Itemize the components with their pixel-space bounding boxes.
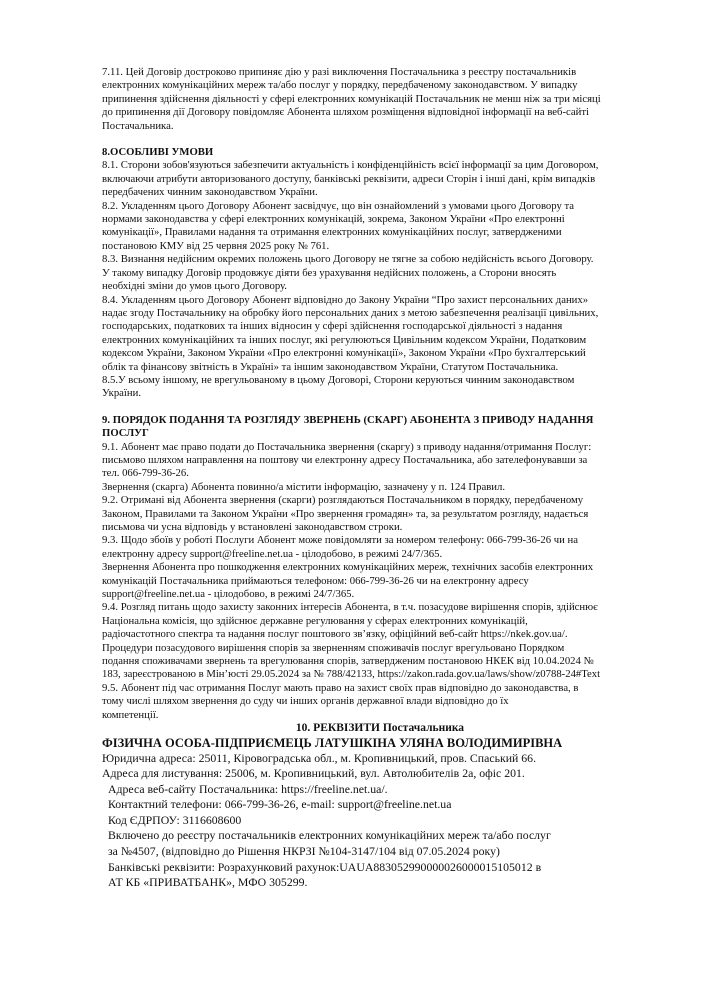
edrpou-code: Код ЄДРПОУ: 3116608600 — [108, 812, 242, 827]
clause-8-2: 8.2. Укладенням цього Договору Абонент засвідчує, що він ознайомлений з умовами цього Договору та нормами законодавства у сфері електронних комунікацій, зокрема, Законом України «Про електронні комунікації», Правилами надання та отримання електронних комунікаційних послуг, затвердженими постановою КМУ від 25 червня 2025 року № 761. — [102, 199, 575, 252]
clause-8-1: 8.1. Сторони зобов'язуються забезпечити актуальність і конфіденційність всієї інформації за цим Договором, включаючи атрибути авторизованого доступу, банківські реквізити, адреси Сторін і інші дані, крім випадків передбачених чинним законодавством України. — [102, 159, 599, 199]
clause-9-5: 9.5. Абонент під час отримання Послуг мають право на захист своїх прав відповідно до законодавства, в тому числі шляхом звернення до суду чи інших органів державної влади відповідно до їх компетенції. — [102, 681, 579, 721]
clause-9-1-note: Звернення (скарга) Абонента повинно/а містити інформацію, зазначену у п. 124 Правил. — [102, 480, 505, 493]
mail-address: Адреса для листування: 25006, м. Кропивницький, вул. Автолюбителів 2а, офіс 201. — [102, 766, 525, 781]
clause-9-4-note: Процедури позасудового вирішення спорів за зверненням споживачів послуг врегульовано Порядком подання споживачами звернень та врегулювання спорів, затвердженим постановою НКЕК від 10.04.2024 № 183, зареєстрованою в Мін’юсті 29.05.2024 за № 788/42133, https://zakon.rada.gov.ua/laws/show/z0788-24#Text — [102, 641, 601, 681]
company-name: ФІЗИЧНА ОСОБА-ПІДПРИЄМЕЦЬ ЛАТУШКІНА УЛЯНА ВОЛОДИМИРІВНА — [102, 735, 563, 750]
registry-info: Включено до реєстру постачальників електронних комунікаційних мереж та/або послуг за №4507, (відповідно до Рішення НКРЗІ №104-3147/104 від 07.05.2024 року) — [108, 828, 551, 859]
clause-9-1: 9.1. Абонент має право подати до Постачальника звернення (скаргу) з приводу надання/отримання Послуг: письмово шляхом направлення на поштову чи електронну адресу Постачальника, або зателефонувавши за тел. 066-799-36-26. — [102, 440, 592, 480]
section-8-title: 8.ОСОБЛИВІ УМОВИ — [102, 146, 214, 159]
section-9-title: 9. ПОРЯДОК ПОДАННЯ ТА РОЗГЛЯДУ ЗВЕРНЕНЬ (СКАРГ) АБОНЕНТА З ПРИВОДУ НАДАННЯ ПОСЛУГ — [102, 413, 594, 440]
clause-7-11: 7.11. Цей Договір достроково припиняє дію у разі виключення Постачальника з реєстру постачальників електронних комунікаційних мереж та/або послуг у порядку, передбаченому законодавством. У випадку припинення здійснення діяльності у сфері електронних комунікацій Постачальник не менш ніж за три місяці до припинення дії Договору повідомляє Абонента шляхом розміщення відповідної інформації на веб-сайті Постачальника. — [102, 66, 601, 132]
clause-9-2: 9.2. Отримані від Абонента звернення (скарги) розглядаються Постачальником в порядку, передбаченому Законом, Правилами та Законом України «Про звернення громадян» та, за результатом розгляду, надається письмова чи усна відповідь у встановлені законодавством строки. — [102, 494, 589, 533]
clause-9-4: 9.4. Розгляд питань щодо захисту законних інтересів Абонента, в т.ч. позасудове вирішення спорів, здійснює Національна комісія, що здійснює державне регулювання у сферах електронних комунікацій, радіочастотного спектра та надання послуг поштового зв’язку, офіційний веб-сайт https://nkek.gov.ua/. — [102, 601, 598, 641]
legal-address: Юридична адреса: 25011, Кіровоградська обл., м. Кропивницький, пров. Спаський 66. — [102, 750, 537, 765]
bank-details: Банківські реквізити: Розрахунковий рахунок:UAUA883052990000026000015105012 в АТ КБ «ПРИВАТБАНК», МФО 305299. — [108, 859, 542, 890]
document-page — [102, 66, 658, 891]
clause-8-5: 8.5.У всьому іншому, не врегульованому в цьому Договорі, Сторони керуються чинним законодавством України. — [102, 373, 575, 400]
clause-8-4: 8.4. Укладенням цього Договору Абонент відповідно до Закону України “Про захист персональних даних» надає згоду Постачальнику на обробку його персональних даних з метою забезпечення реалізації цивільних, господарських, податкових та інших відносин у сфері здійснення господарської діяльності з надання електронних комунікаційних та інших послуг, які регулюються Цивільним кодексом України, Податковим кодексом України, Законом України «Про електронні комунікації», Законом України «Про бухгалтерський облік та фінансову звітність в Україні» та іншим законодавством України, Статутом Постачальника. — [102, 293, 599, 373]
clause-8-3: 8.3. Визнання недійсним окремих положень цього Договору не тягне за собою недійсність всього Договору. У такому випадку Договір продовжує діяти без урахування недійсних положень, а Сторони вносять необхідні зміни до умов цього Договору. — [102, 253, 594, 293]
clause-9-3-note: Звернення Абонента про пошкодження електронних комунікаційних мереж, технічних засобів електронних комунікацій Постачальника приймаються телефоном: 066-799-36-26 чи на електронну адресу support@freeline.net.ua - цілодобово, в режимі 24/7/365. — [102, 561, 594, 601]
clause-9-3: 9.3. Щодо збоїв у роботі Послуги Абонент може повідомляти за номером телефону: 066-799-36-26 чи на електронну адресу support@freeline.net.ua - цілодобово, в режимі 24/7/365. — [102, 534, 578, 560]
website: Адреса веб-сайту Постачальника: https://freeline.net.ua/. — [108, 781, 388, 796]
section-10-title: 10. РЕКВІЗИТИ Постачальника — [295, 722, 465, 735]
contacts: Контактний телефони: 066-799-36-26, e-mail: support@freeline.net.ua — [108, 797, 452, 812]
